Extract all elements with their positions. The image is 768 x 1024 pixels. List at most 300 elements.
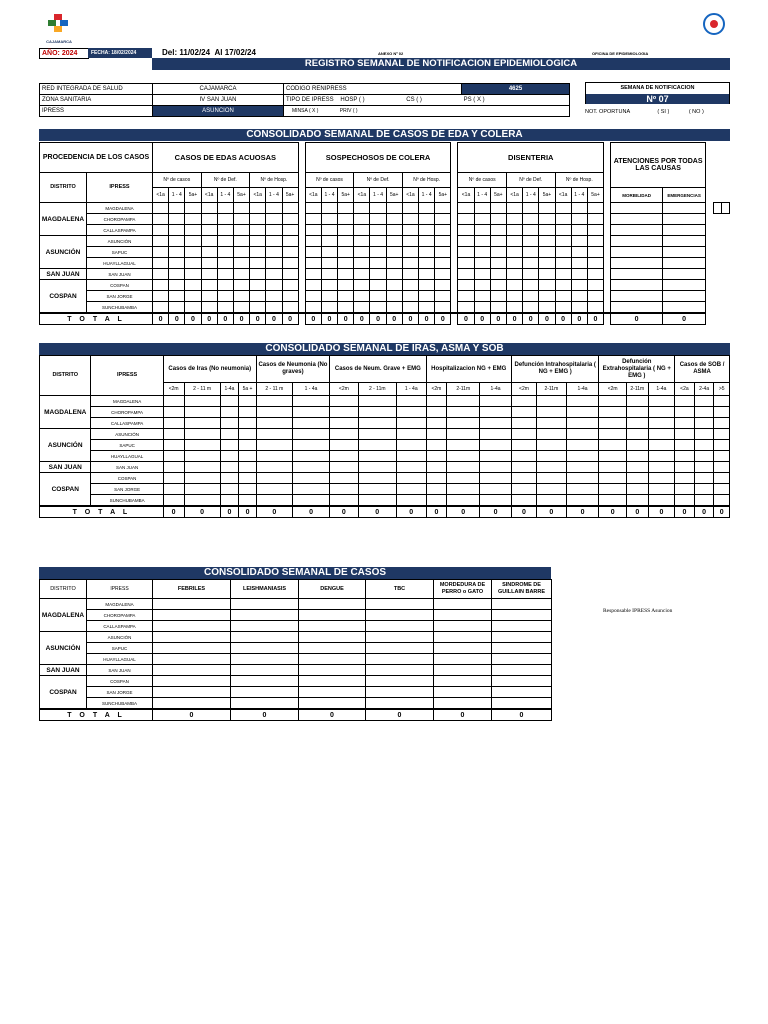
value-cell	[386, 280, 402, 291]
value-cell	[169, 269, 185, 280]
ipress-header: IPRESS	[87, 173, 153, 203]
value-cell	[185, 280, 201, 291]
total-value: 0	[358, 506, 396, 518]
value-cell	[490, 291, 506, 302]
distrito-header: DISTRITO	[40, 356, 91, 396]
value-cell	[370, 203, 386, 214]
emergencias-header: EMERGENCIAS	[663, 188, 706, 203]
fecha-box	[88, 48, 152, 58]
value-cell	[626, 429, 648, 440]
value-cell	[354, 291, 370, 302]
distrito-cell: ASUNCIÓN	[40, 632, 87, 665]
value-cell	[153, 225, 169, 236]
value-cell	[714, 451, 730, 462]
value-cell	[599, 484, 626, 495]
value-cell	[566, 429, 599, 440]
value-cell	[587, 214, 603, 225]
total-value: 0	[506, 313, 522, 325]
value-cell	[292, 407, 329, 418]
separator-cell	[451, 236, 458, 247]
value-cell	[169, 236, 185, 247]
age-header: 5a+	[338, 188, 354, 203]
value-cell	[626, 407, 648, 418]
age-header: 5a+	[490, 188, 506, 203]
value-cell	[648, 418, 674, 429]
value-cell	[386, 214, 402, 225]
value-cell	[663, 291, 706, 302]
value-cell	[714, 396, 730, 407]
value-cell	[694, 429, 714, 440]
separator-cell	[604, 291, 611, 302]
iras-header: Casos de Iras (No neumonia)	[163, 356, 256, 383]
value-cell	[555, 214, 571, 225]
value-cell	[419, 236, 435, 247]
value-cell	[153, 698, 231, 710]
separator-cell	[604, 258, 611, 269]
value-cell	[511, 418, 536, 429]
group-header: CASOS DE EDAS ACUOSAS	[153, 143, 299, 173]
value-cell	[599, 473, 626, 484]
age-header: 1 - 4	[419, 188, 435, 203]
value-cell	[217, 225, 233, 236]
value-cell	[231, 654, 299, 665]
value-cell	[366, 632, 434, 643]
value-cell	[217, 247, 233, 258]
value-cell	[250, 247, 266, 258]
table-row	[40, 407, 730, 418]
value-cell	[266, 269, 282, 280]
value-cell	[292, 429, 329, 440]
value-cell	[587, 258, 603, 269]
value-cell	[537, 407, 567, 418]
value-cell	[321, 236, 337, 247]
value-cell	[153, 302, 169, 314]
value-cell	[426, 495, 447, 507]
value-cell	[266, 236, 282, 247]
value-cell	[305, 214, 321, 225]
casos-header: SINDROME DE GUILLAIN BARRE	[492, 580, 552, 599]
value-cell	[163, 440, 184, 451]
total-value: 0	[169, 313, 185, 325]
value-cell	[714, 495, 730, 507]
distrito-cell: ASUNCIÓN	[40, 429, 91, 462]
value-cell	[220, 429, 239, 440]
total-value: 0	[386, 313, 402, 325]
value-cell	[587, 247, 603, 258]
value-cell	[611, 236, 663, 247]
total-value: 0	[282, 313, 298, 325]
total-value: 0	[330, 506, 358, 518]
value-cell	[566, 462, 599, 473]
value-cell	[330, 418, 358, 429]
value-cell	[370, 236, 386, 247]
table-row	[40, 632, 552, 643]
value-cell	[386, 302, 402, 314]
value-cell	[321, 291, 337, 302]
logo-text: CAJAMARCA	[46, 39, 72, 44]
value-cell	[402, 280, 418, 291]
distrito-cell: MAGDALENA	[40, 203, 87, 236]
table-row	[40, 418, 730, 429]
value-cell	[714, 440, 730, 451]
value-cell	[201, 302, 217, 314]
hosp-option: HOSP ( )	[340, 97, 365, 103]
value-cell	[233, 203, 249, 214]
value-cell	[330, 396, 358, 407]
value-cell	[474, 214, 490, 225]
value-cell	[201, 247, 217, 258]
value-cell	[663, 247, 706, 258]
value-cell	[419, 247, 435, 258]
value-cell	[714, 418, 730, 429]
total-value: 0	[571, 313, 587, 325]
value-cell	[648, 429, 674, 440]
value-cell	[239, 407, 257, 418]
value-cell	[539, 291, 555, 302]
value-cell	[675, 495, 695, 507]
priv-option: PRIV ( )	[339, 108, 358, 114]
value-cell	[626, 484, 648, 495]
total-value: 0	[419, 313, 435, 325]
value-cell	[153, 214, 169, 225]
value-cell	[231, 643, 299, 654]
total-value: 0	[321, 313, 337, 325]
ipress-cell: HUAYLLAGUAL	[87, 654, 153, 665]
value-cell	[419, 302, 435, 314]
value-cell	[626, 440, 648, 451]
value-cell	[185, 258, 201, 269]
age-header: 2-4a	[694, 383, 714, 396]
value-cell	[402, 269, 418, 280]
value-cell	[447, 451, 480, 462]
table-row	[40, 473, 730, 484]
value-cell	[435, 225, 451, 236]
sub-header: Nº de Hosp.	[555, 173, 604, 188]
value-cell	[282, 203, 298, 214]
value-cell	[386, 225, 402, 236]
value-cell	[523, 280, 539, 291]
total-value: 0	[231, 709, 299, 721]
value-cell	[299, 610, 366, 621]
value-cell	[480, 407, 512, 418]
del-label: Del:	[162, 48, 178, 57]
value-cell	[611, 269, 663, 280]
value-cell	[402, 258, 418, 269]
value-cell	[386, 203, 402, 214]
ipress-label: IPRESS	[40, 106, 153, 117]
value-cell	[250, 258, 266, 269]
total-value: 0	[458, 313, 474, 325]
value-cell	[305, 247, 321, 258]
value-cell	[694, 440, 714, 451]
total-value: 0	[185, 313, 201, 325]
total-value: 0	[256, 506, 292, 518]
age-header: 2 - 11 m	[256, 383, 292, 396]
value-cell	[648, 495, 674, 507]
value-cell	[492, 687, 552, 698]
value-cell	[153, 258, 169, 269]
value-cell	[571, 280, 587, 291]
total-row	[40, 709, 552, 721]
age-header: <1a	[201, 188, 217, 203]
value-cell	[282, 258, 298, 269]
value-cell	[233, 247, 249, 258]
value-cell	[571, 225, 587, 236]
value-cell	[153, 676, 231, 687]
al-label: Al	[214, 48, 223, 57]
value-cell	[163, 484, 184, 495]
value-cell	[694, 484, 714, 495]
value-cell	[220, 462, 239, 473]
value-cell	[217, 203, 233, 214]
value-cell	[663, 214, 706, 225]
value-cell	[492, 643, 552, 654]
value-cell	[599, 396, 626, 407]
al-value: 17/02/24	[224, 48, 256, 57]
value-cell	[153, 687, 231, 698]
value-cell	[458, 225, 474, 236]
value-cell	[492, 621, 552, 632]
value-cell	[402, 236, 418, 247]
separator-cell	[604, 269, 611, 280]
table-row	[40, 621, 552, 632]
value-cell	[396, 473, 426, 484]
iras-table	[39, 355, 730, 518]
separator-cell	[298, 247, 305, 258]
morbilidad-header: MORBILIDAD	[611, 188, 663, 203]
casos-table	[39, 579, 552, 721]
red-label: RED INTEGRADA DE SALUD	[40, 84, 153, 95]
minsa-option: MINSA ( X )	[292, 108, 319, 114]
value-cell	[599, 440, 626, 451]
semana-value: Nº 07	[586, 94, 729, 104]
value-cell	[566, 440, 599, 451]
value-cell	[220, 440, 239, 451]
value-cell	[358, 451, 396, 462]
table-row	[40, 396, 730, 407]
sub-header: Nº de Def.	[354, 173, 403, 188]
ipress-cell: SUNCHUBAMBA	[87, 698, 153, 710]
value-cell	[358, 473, 396, 484]
value-cell	[511, 440, 536, 451]
value-cell	[539, 203, 555, 214]
value-cell	[185, 302, 201, 314]
value-cell	[490, 280, 506, 291]
value-cell	[447, 396, 480, 407]
value-cell	[402, 203, 418, 214]
age-header: <2m	[163, 383, 184, 396]
value-cell	[492, 654, 552, 665]
ipress-cell: COSPAN	[91, 473, 163, 484]
value-cell	[370, 258, 386, 269]
ipress-header: IPRESS	[91, 356, 163, 396]
value-cell	[239, 429, 257, 440]
value-cell	[185, 236, 201, 247]
value-cell	[163, 396, 184, 407]
value-cell	[675, 418, 695, 429]
separator-cell	[451, 269, 458, 280]
sub-header: Nº de Hosp.	[402, 173, 451, 188]
value-cell	[305, 236, 321, 247]
total-value: 0	[153, 709, 231, 721]
age-header: 1 - 4a	[292, 383, 329, 396]
semana-label: SEMANA DE NOTIFICACION	[620, 85, 695, 91]
value-cell	[185, 225, 201, 236]
value-cell	[587, 236, 603, 247]
value-cell	[163, 451, 184, 462]
total-value: 0	[587, 313, 603, 325]
value-cell	[321, 247, 337, 258]
value-cell	[163, 473, 184, 484]
value-cell	[426, 451, 447, 462]
value-cell	[511, 495, 536, 507]
sector-row	[284, 106, 570, 117]
total-value: 0	[201, 313, 217, 325]
total-value: 0	[396, 506, 426, 518]
value-cell	[256, 407, 292, 418]
value-cell	[386, 269, 402, 280]
value-cell	[537, 495, 567, 507]
value-cell	[239, 495, 257, 507]
value-cell	[231, 698, 299, 710]
value-cell	[663, 236, 706, 247]
value-cell	[663, 269, 706, 280]
age-header: <1a	[250, 188, 266, 203]
value-cell	[282, 280, 298, 291]
total-value: 0	[435, 313, 451, 325]
value-cell	[537, 429, 567, 440]
total-value: 0	[626, 506, 648, 518]
separator-cell	[298, 225, 305, 236]
total-value: 0	[523, 313, 539, 325]
table-row	[40, 429, 730, 440]
value-cell	[386, 258, 402, 269]
ipress-cell: SAN JUAN	[87, 665, 153, 676]
cajamarca-logo	[40, 12, 78, 44]
casos-header: MORDEDURA DE PERRO o GATO	[434, 580, 492, 599]
sub-header: Nº de Def.	[506, 173, 555, 188]
age-header: 1 - 4	[523, 188, 539, 203]
value-cell	[480, 429, 512, 440]
value-cell	[539, 280, 555, 291]
value-cell	[523, 291, 539, 302]
value-cell	[434, 599, 492, 610]
value-cell	[426, 407, 447, 418]
value-cell	[366, 687, 434, 698]
value-cell	[233, 302, 249, 314]
value-cell	[299, 643, 366, 654]
value-cell	[201, 291, 217, 302]
value-cell	[555, 258, 571, 269]
value-cell	[458, 302, 474, 314]
table-row	[40, 495, 730, 507]
value-cell	[447, 495, 480, 507]
value-cell	[231, 632, 299, 643]
value-cell	[250, 291, 266, 302]
distrito-cell: COSPAN	[40, 280, 87, 314]
separator-cell	[298, 291, 305, 302]
value-cell	[626, 473, 648, 484]
value-cell	[426, 484, 447, 495]
value-cell	[511, 407, 536, 418]
header-row	[40, 143, 730, 158]
value-cell	[358, 462, 396, 473]
total-value: 0	[539, 313, 555, 325]
age-header: 1 - 4	[321, 188, 337, 203]
value-cell	[299, 654, 366, 665]
value-cell	[153, 610, 231, 621]
ipress-cell: SAN JORGE	[87, 687, 153, 698]
value-cell	[539, 269, 555, 280]
value-cell	[447, 407, 480, 418]
total-value: 0	[480, 506, 512, 518]
value-cell	[714, 203, 722, 214]
separator-cell	[451, 291, 458, 302]
oportuna-row	[585, 108, 730, 116]
age-header: <2m	[599, 383, 626, 396]
value-cell	[537, 418, 567, 429]
value-cell	[184, 451, 220, 462]
value-cell	[506, 225, 522, 236]
value-cell	[358, 440, 396, 451]
value-cell	[675, 440, 695, 451]
value-cell	[386, 247, 402, 258]
age-header: 5a+	[233, 188, 249, 203]
seal-icon	[703, 13, 725, 35]
value-cell	[511, 429, 536, 440]
zona-value: IV SAN JUAN	[153, 95, 284, 106]
value-cell	[396, 407, 426, 418]
oficina: OFICINA DE EPIDEMIOLOGIA	[592, 51, 649, 56]
value-cell	[217, 214, 233, 225]
value-cell	[305, 291, 321, 302]
value-cell	[480, 484, 512, 495]
value-cell	[523, 236, 539, 247]
red-value: CAJAMARCA	[153, 84, 284, 95]
value-cell	[648, 484, 674, 495]
value-cell	[458, 236, 474, 247]
iras-header: Casos de Neumonia (No graves)	[256, 356, 329, 383]
total-value: 0	[511, 506, 536, 518]
value-cell	[474, 302, 490, 314]
value-cell	[474, 291, 490, 302]
value-cell	[239, 473, 257, 484]
value-cell	[396, 396, 426, 407]
value-cell	[321, 269, 337, 280]
value-cell	[217, 302, 233, 314]
value-cell	[694, 495, 714, 507]
value-cell	[426, 440, 447, 451]
separator-cell	[706, 203, 714, 214]
separator-cell	[451, 214, 458, 225]
value-cell	[419, 280, 435, 291]
value-cell	[480, 495, 512, 507]
value-cell	[366, 643, 434, 654]
value-cell	[282, 225, 298, 236]
value-cell	[266, 258, 282, 269]
table-row	[40, 302, 730, 314]
value-cell	[250, 302, 266, 314]
value-cell	[396, 418, 426, 429]
value-cell	[299, 665, 366, 676]
separator-cell	[298, 236, 305, 247]
total-value: 0	[434, 709, 492, 721]
value-cell	[169, 247, 185, 258]
table-row	[40, 599, 552, 610]
info-mid	[283, 83, 569, 117]
value-cell	[419, 225, 435, 236]
value-cell	[435, 247, 451, 258]
